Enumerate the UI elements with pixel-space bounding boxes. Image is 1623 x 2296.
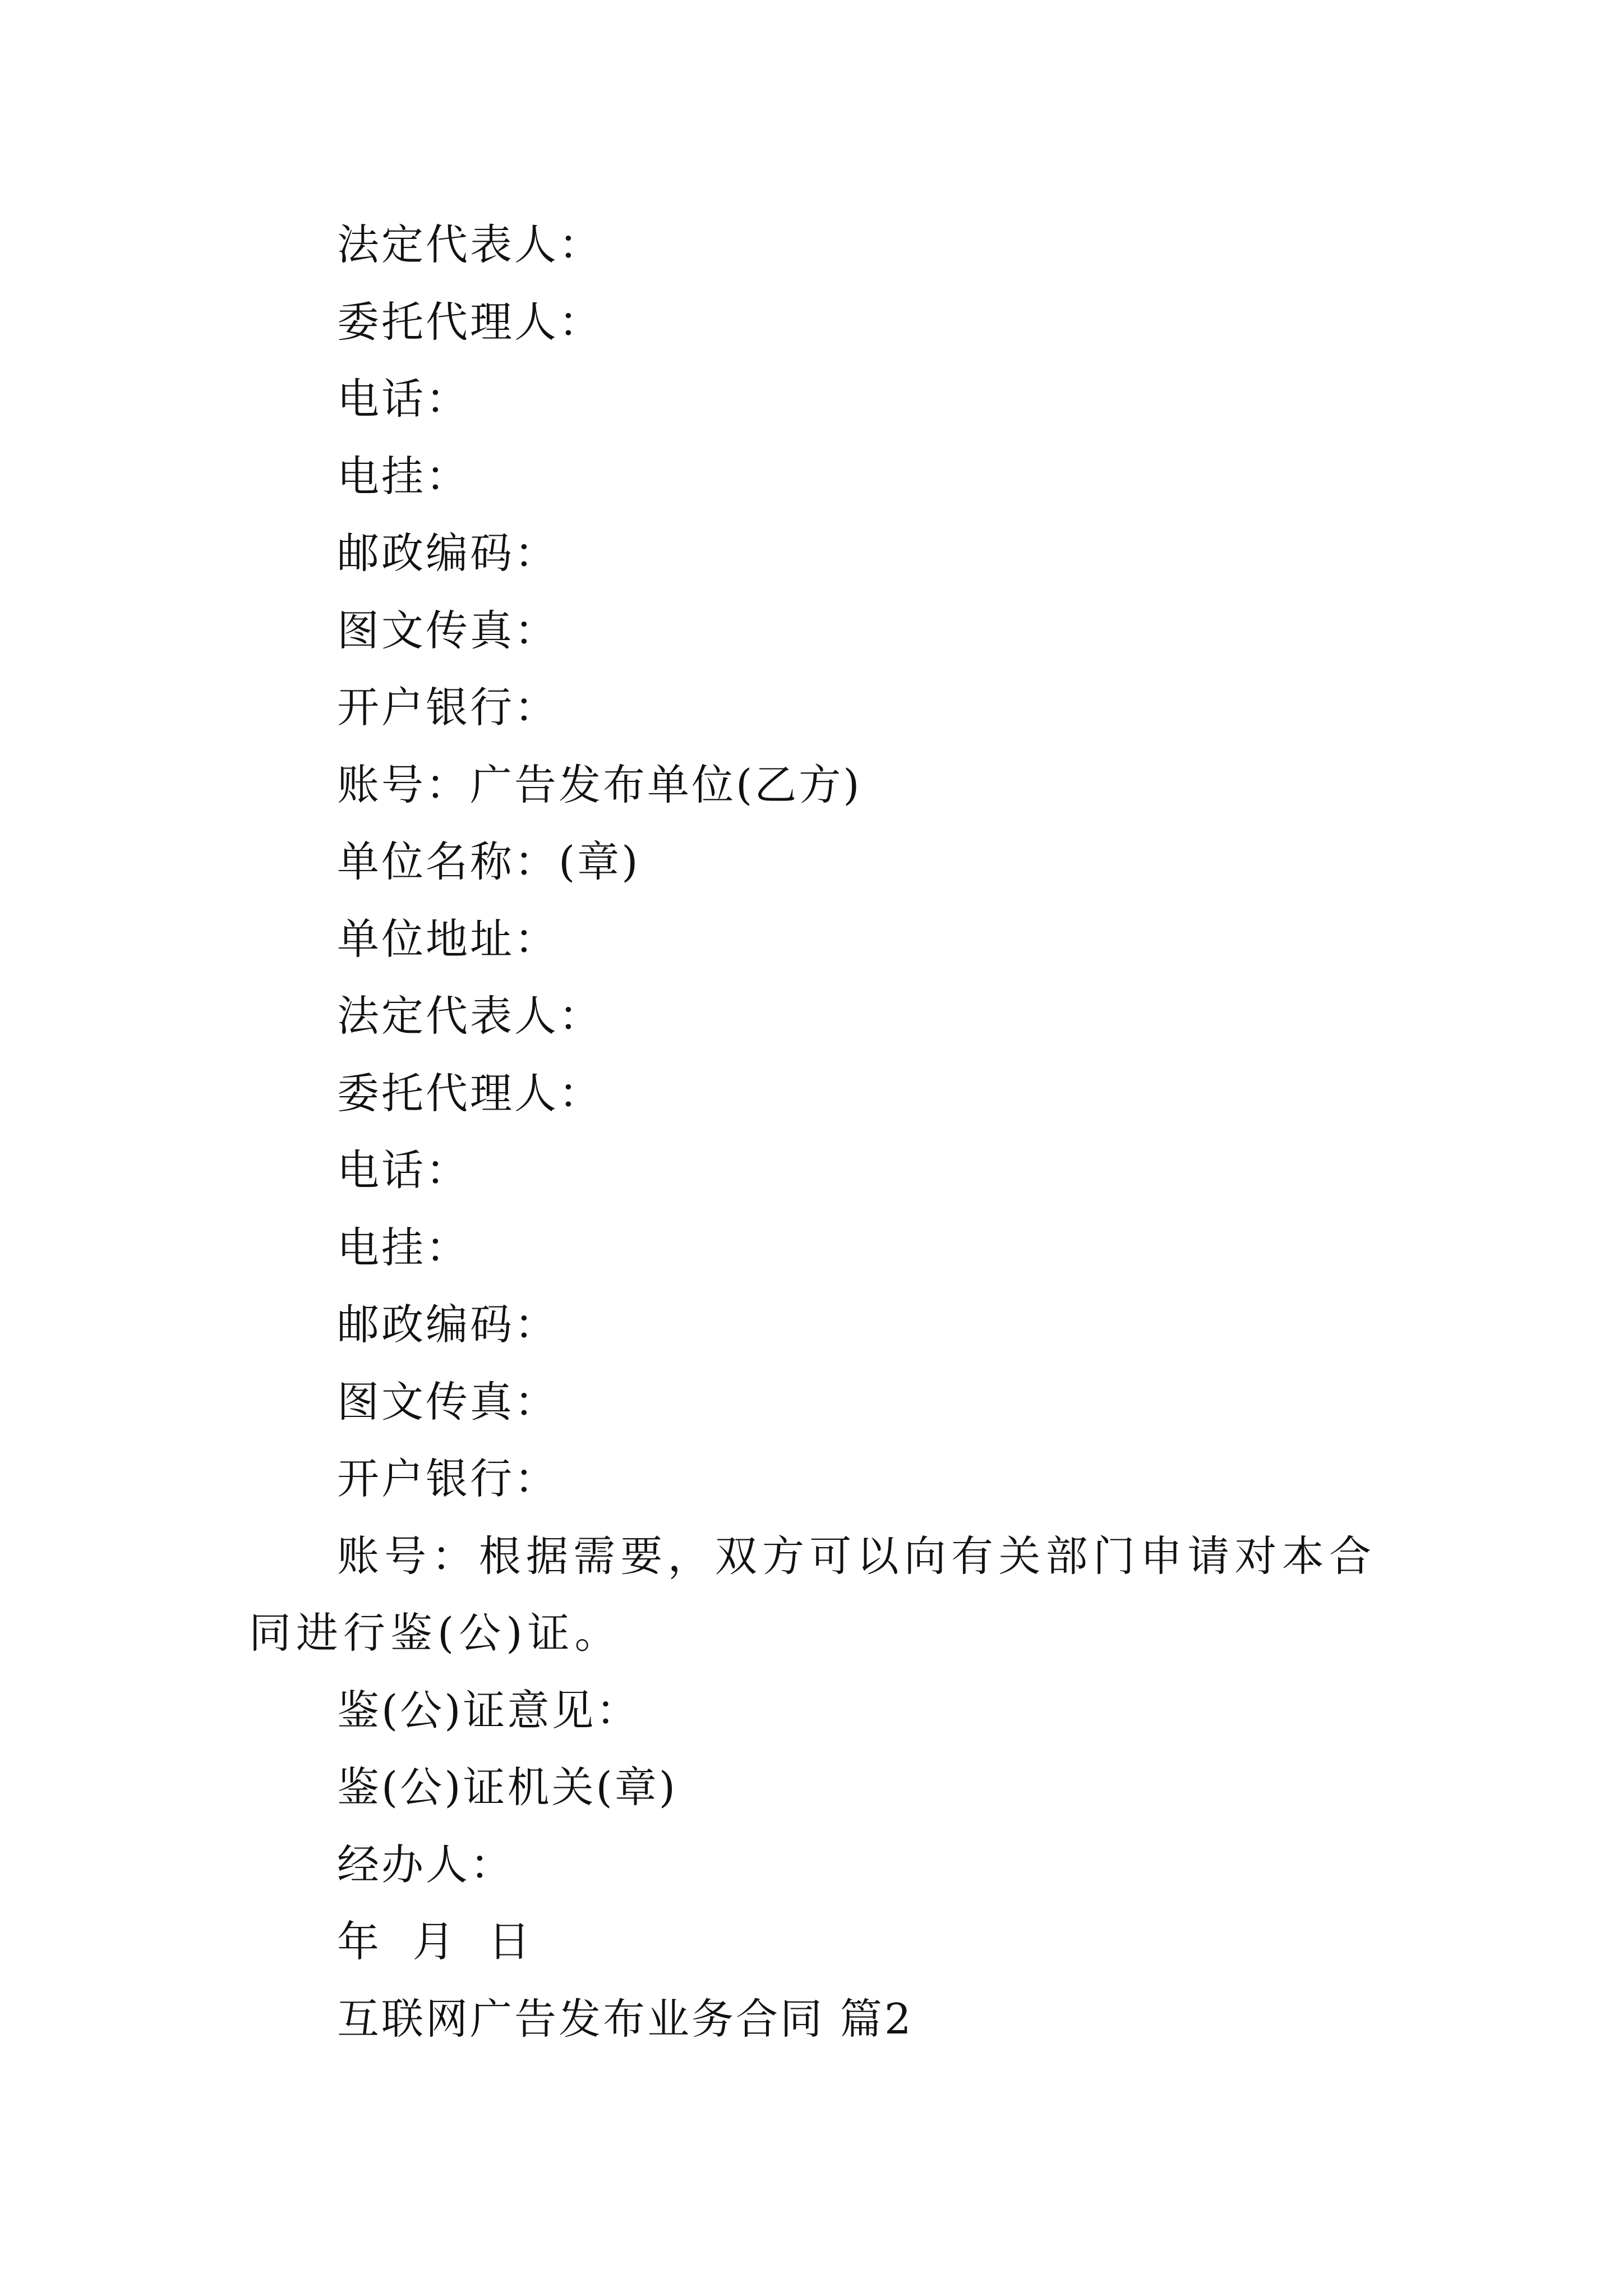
text-line: 邮政编码： [337,528,559,578]
text-line: 开户银行： [337,1454,559,1503]
text-line: 电话： [337,374,471,424]
text-line: 法定代表人： [337,991,603,1041]
text-line: 鉴(公)证机关(章) [337,1763,678,1812]
contract-body [249,206,1376,2058]
text-line: 鉴(公)证意见： [337,1685,640,1735]
text-line: 图文传真： [337,605,559,655]
text-line: 经办人： [337,1839,515,1889]
text-line: 电话： [337,1145,471,1195]
date-line: 年 月 日 [337,1917,533,1966]
text-line: 开户银行： [337,683,559,732]
text-line: 单位地址： [337,914,559,964]
text-line: 账号：广告发布单位(乙方) [337,760,862,809]
text-line: 图文传真： [337,1377,559,1427]
text-line: 单位名称：(章) [337,837,640,886]
text-line: 法定代表人： [337,220,603,269]
notarization-paragraph: 账号：根据需要，双方可以向有关部门申请对本合同进行鉴(公)证。 [249,1531,1376,1658]
text-line: 邮政编码： [337,1300,559,1349]
section-heading: 互联网广告发布业务合同 篇2 [337,1994,914,2044]
text-line: 电挂： [337,451,471,501]
text-line: 委托代理人： [337,297,603,347]
text-line: 委托代理人： [337,1068,603,1118]
text-line: 电挂： [337,1222,471,1272]
